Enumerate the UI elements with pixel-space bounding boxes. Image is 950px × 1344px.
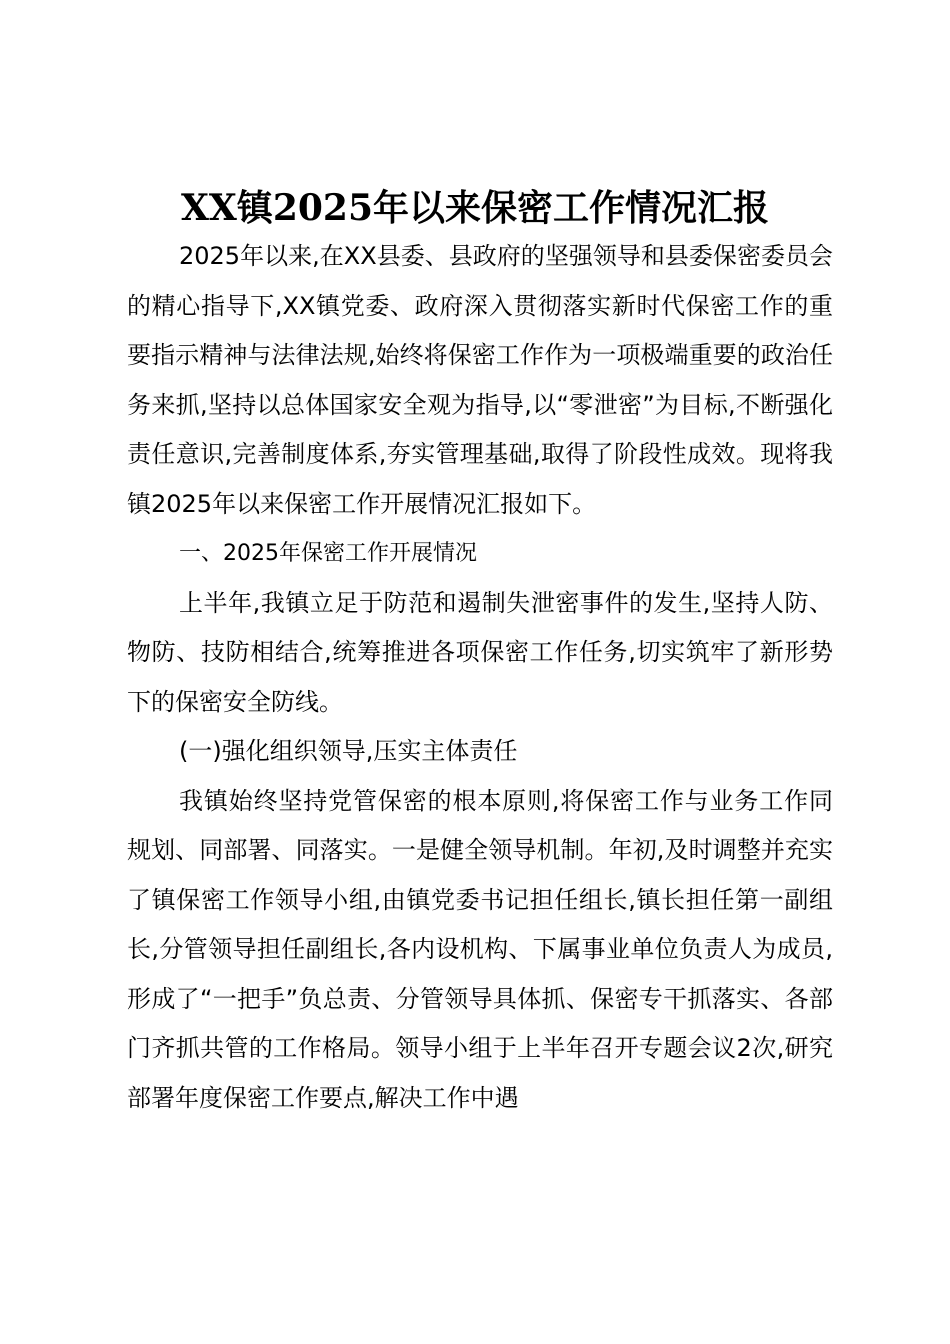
section-heading-1: 一、2025年保密工作开展情况 xyxy=(179,541,477,566)
subsection-1-paragraph: 我镇始终坚持党管保密的根本原则,将保密工作与业务工作同规划、同部署、同落实。一是健全领导机制。年初,及时调整并充实了镇保密工作领导小组,由镇党委书记担任组长,镇长担任第一副组长,分管领导担任副组长,各内设机构、下属事业单位负责人为成员,形成了“一把手”负总责、分管领导具体抓、保密专干抓落实、各部门齐抓共管的工作格局。领导小组于上半年召开专题会议2次,研究部署年度保密工作要点,解决工作中遇 xyxy=(127,786,833,1112)
section-1-paragraph: 上半年,我镇立足于防范和遏制失泄密事件的发生,坚持人防、物防、技防相结合,统筹推进各项保密工作任务,切实筑牢了新形势下的保密安全防线。 xyxy=(127,588,833,716)
intro-paragraph: 2025年以来,在XX县委、县政府的坚强领导和县委保密委员会的精心指导下,XX镇党委、政府深入贯彻落实新时代保密工作的重要指示精神与法律法规,始终将保密工作作为一项极端重要的政治任务来抓,坚持以总体国家安全观为指导,以“零泄密”为目标,不断强化责任意识,完善制度体系,夯实管理基础,取得了阶段性成效。现将我镇2025年以来保密工作开展情况汇报如下。 xyxy=(127,242,833,518)
subsection-heading-1: (一)强化组织领导,压实主体责任 xyxy=(179,737,518,765)
document-body xyxy=(127,232,833,1123)
document-title: XX镇2025年以来保密工作情况汇报 xyxy=(180,187,770,229)
